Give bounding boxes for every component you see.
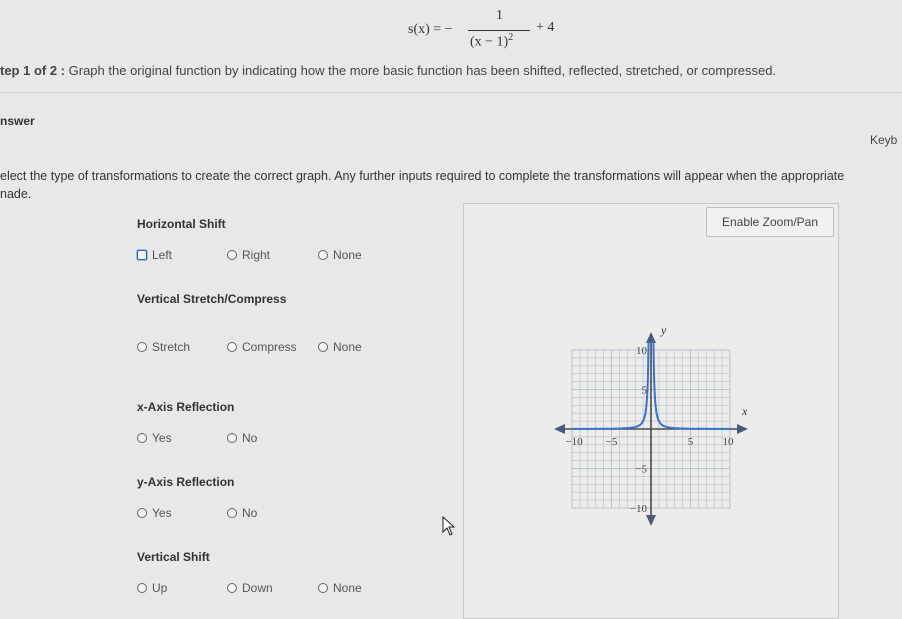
- horizontal-shift-none-option[interactable]: None: [318, 248, 362, 262]
- x-tick-label: −10: [565, 436, 583, 448]
- y-tick-label: 10: [636, 345, 647, 357]
- y-reflection-yes-option[interactable]: Yes: [137, 506, 172, 520]
- formula-denominator: $(x - 1)^2$: [470, 32, 514, 50]
- formula-lhs: s(x) = −: [408, 22, 453, 37]
- radio-icon[interactable]: [318, 583, 328, 593]
- instruction-text-cont: nade.: [0, 187, 32, 201]
- formula-constant: + 4: [536, 20, 555, 35]
- x-axis-left-arrow-icon: [554, 424, 565, 434]
- mouse-cursor-icon: [442, 516, 456, 536]
- vertical-stretch-option[interactable]: Stretch: [137, 340, 190, 354]
- radio-focused-icon[interactable]: [137, 250, 147, 260]
- horizontal-shift-right-option[interactable]: Right: [227, 248, 270, 262]
- vertical-shift-none-option[interactable]: None: [318, 581, 362, 595]
- radio-icon[interactable]: [137, 508, 147, 518]
- curve-right-branch: [653, 341, 730, 429]
- x-reflection-yes-option[interactable]: Yes: [137, 431, 172, 445]
- radio-icon[interactable]: [318, 342, 328, 352]
- coordinate-plane[interactable]: [464, 204, 838, 618]
- radio-icon[interactable]: [227, 433, 237, 443]
- x-tick-label: −5: [605, 436, 618, 448]
- y-tick-label: −10: [629, 503, 647, 515]
- x-tick-label: 10: [722, 436, 734, 448]
- y-reflection-title: y-Axis Reflection: [137, 475, 235, 489]
- x-reflection-title: x-Axis Reflection: [137, 400, 235, 414]
- y-tick-label: 5: [641, 384, 647, 397]
- vertical-shift-down-option[interactable]: Down: [227, 581, 273, 595]
- y-reflection-no-option[interactable]: No: [227, 506, 257, 520]
- radio-icon[interactable]: [227, 342, 237, 352]
- radio-icon[interactable]: [227, 250, 237, 260]
- radio-icon[interactable]: [318, 250, 328, 260]
- y-axis-up-arrow-icon: [646, 332, 656, 343]
- step-text: Graph the original function by indicating how the more basic function has been shifted, reflected, stretched, or compressed.: [68, 63, 777, 78]
- vertical-shift-up-option[interactable]: Up: [137, 581, 167, 595]
- step-label: tep 1 of 2 :: [0, 63, 66, 78]
- radio-icon[interactable]: [137, 583, 147, 593]
- divider: [0, 92, 902, 93]
- graph-panel[interactable]: [463, 203, 839, 619]
- radio-icon[interactable]: [137, 342, 147, 352]
- step-heading: [0, 63, 776, 78]
- x-axis-right-arrow-icon: [737, 424, 748, 434]
- answer-label: nswer: [0, 114, 35, 128]
- vertical-compress-option[interactable]: Compress: [227, 340, 297, 354]
- formula-numerator: 1: [496, 8, 503, 23]
- x-tick-label: 5: [687, 436, 694, 448]
- radio-icon[interactable]: [227, 583, 237, 593]
- keyboard-link[interactable]: Keyb: [870, 133, 898, 147]
- y-tick-label: −5: [635, 463, 647, 476]
- vertical-stretch-title: Vertical Stretch/Compress: [137, 292, 287, 306]
- function-formula: [408, 8, 588, 54]
- vertical-stretch-none-option[interactable]: None: [318, 340, 362, 354]
- x-reflection-no-option[interactable]: No: [227, 431, 257, 445]
- y-axis-label: y: [661, 323, 667, 337]
- radio-icon[interactable]: [227, 508, 237, 518]
- enable-zoom-pan-button[interactable]: Enable Zoom/Pan: [706, 207, 834, 237]
- instruction-text: elect the type of transformations to create the correct graph. Any further inputs required to complete the transformations will appear when the appropriate: [0, 169, 845, 183]
- horizontal-shift-title: Horizontal Shift: [137, 217, 226, 231]
- horizontal-shift-left-option[interactable]: Left: [137, 248, 172, 262]
- radio-icon[interactable]: [137, 433, 147, 443]
- y-axis-down-arrow-icon: [646, 515, 656, 526]
- x-axis-label: x: [742, 404, 748, 418]
- fraction-bar: [468, 30, 530, 31]
- vertical-shift-title: Vertical Shift: [137, 550, 210, 564]
